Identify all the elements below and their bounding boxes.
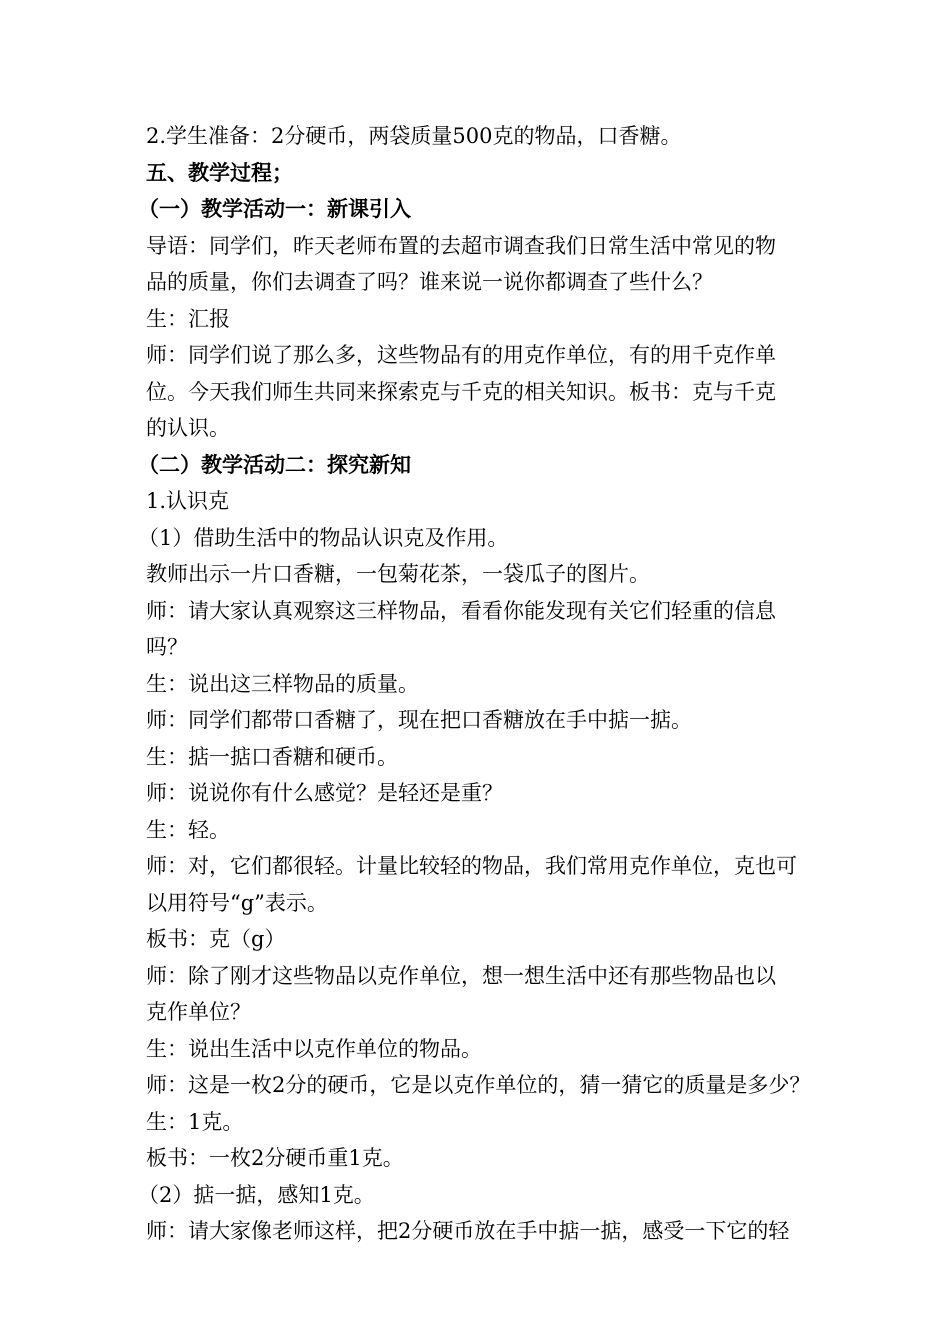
text-line: 板书：克（g）: [146, 927, 286, 951]
text-line: 生：1克。: [146, 1109, 244, 1134]
text-line: 生：说出生活中以克作单位的物品。: [146, 1036, 482, 1061]
text-line: 1.认识克: [146, 489, 230, 513]
text-line: 生：掂一掂口香糖和硬币。: [146, 744, 398, 769]
subsection-heading-activity-1: （一）教学活动一：新课引入: [138, 196, 411, 221]
text-line: 师：同学们说了那么多，这些物品有的用克作单位，有的用千克作单: [146, 343, 776, 367]
text-line: 师：同学们都带口香糖了，现在把口香糖放在手中掂一掂。: [146, 708, 692, 732]
document-page: [138, 118, 836, 1250]
text-line: 师：除了刚才这些物品以克作单位，想一想生活中还有那些物品也以: [146, 963, 776, 988]
text-line: 板书：一枚2分硬币重1克。: [146, 1146, 404, 1170]
text-line: 的认识。: [146, 416, 230, 440]
text-line: 吗？: [146, 635, 188, 659]
text-line: 师：这是一枚2分的硬币，它是以克作单位的，猜一猜它的质量是多少？: [146, 1073, 811, 1097]
text-line-student-prep: 2.学生准备：2分硬币，两袋质量500克的物品，口香糖。: [146, 124, 682, 148]
subsection-heading-activity-2: （二）教学活动二：探究新知: [138, 451, 411, 477]
text-line: 师：请大家认真观察这三样物品，看看你能发现有关它们轻重的信息: [146, 598, 776, 623]
text-line: 师：请大家像老师这样，把2分硬币放在手中掂一掂，感受一下它的轻: [146, 1219, 790, 1243]
section-heading-teaching-process: 五、教学过程；: [146, 159, 293, 185]
text-line: 生：轻。: [146, 817, 230, 842]
text-line: 品的质量，你们去调查了吗？谁来说一说你都调查了些什么？: [146, 270, 713, 294]
text-line: 克作单位？: [146, 1000, 251, 1024]
text-line: 生：汇报: [146, 306, 230, 331]
text-line: 教师出示一片口香糖，一包菊花茶，一袋瓜子的图片。: [146, 562, 650, 586]
text-line: 以用符号“g”表示。: [146, 890, 328, 915]
text-line: 导语：同学们，昨天老师布置的去超市调查我们日常生活中常见的物: [146, 233, 776, 258]
text-line: 生：说出这三样物品的质量。: [146, 671, 419, 696]
text-line: 师：对，它们都很轻。计量比较轻的物品，我们常用克作单位，克也可: [146, 854, 797, 878]
text-line: 师：说说你有什么感觉？是轻还是重？: [146, 781, 503, 805]
text-line: （1）借助生活中的物品认识克及作用。: [138, 525, 509, 550]
text-line: 位。今天我们师生共同来探索克与千克的相关知识。板书：克与千克: [146, 379, 776, 404]
text-line: （2）掂一掂，感知1克。: [138, 1182, 375, 1207]
